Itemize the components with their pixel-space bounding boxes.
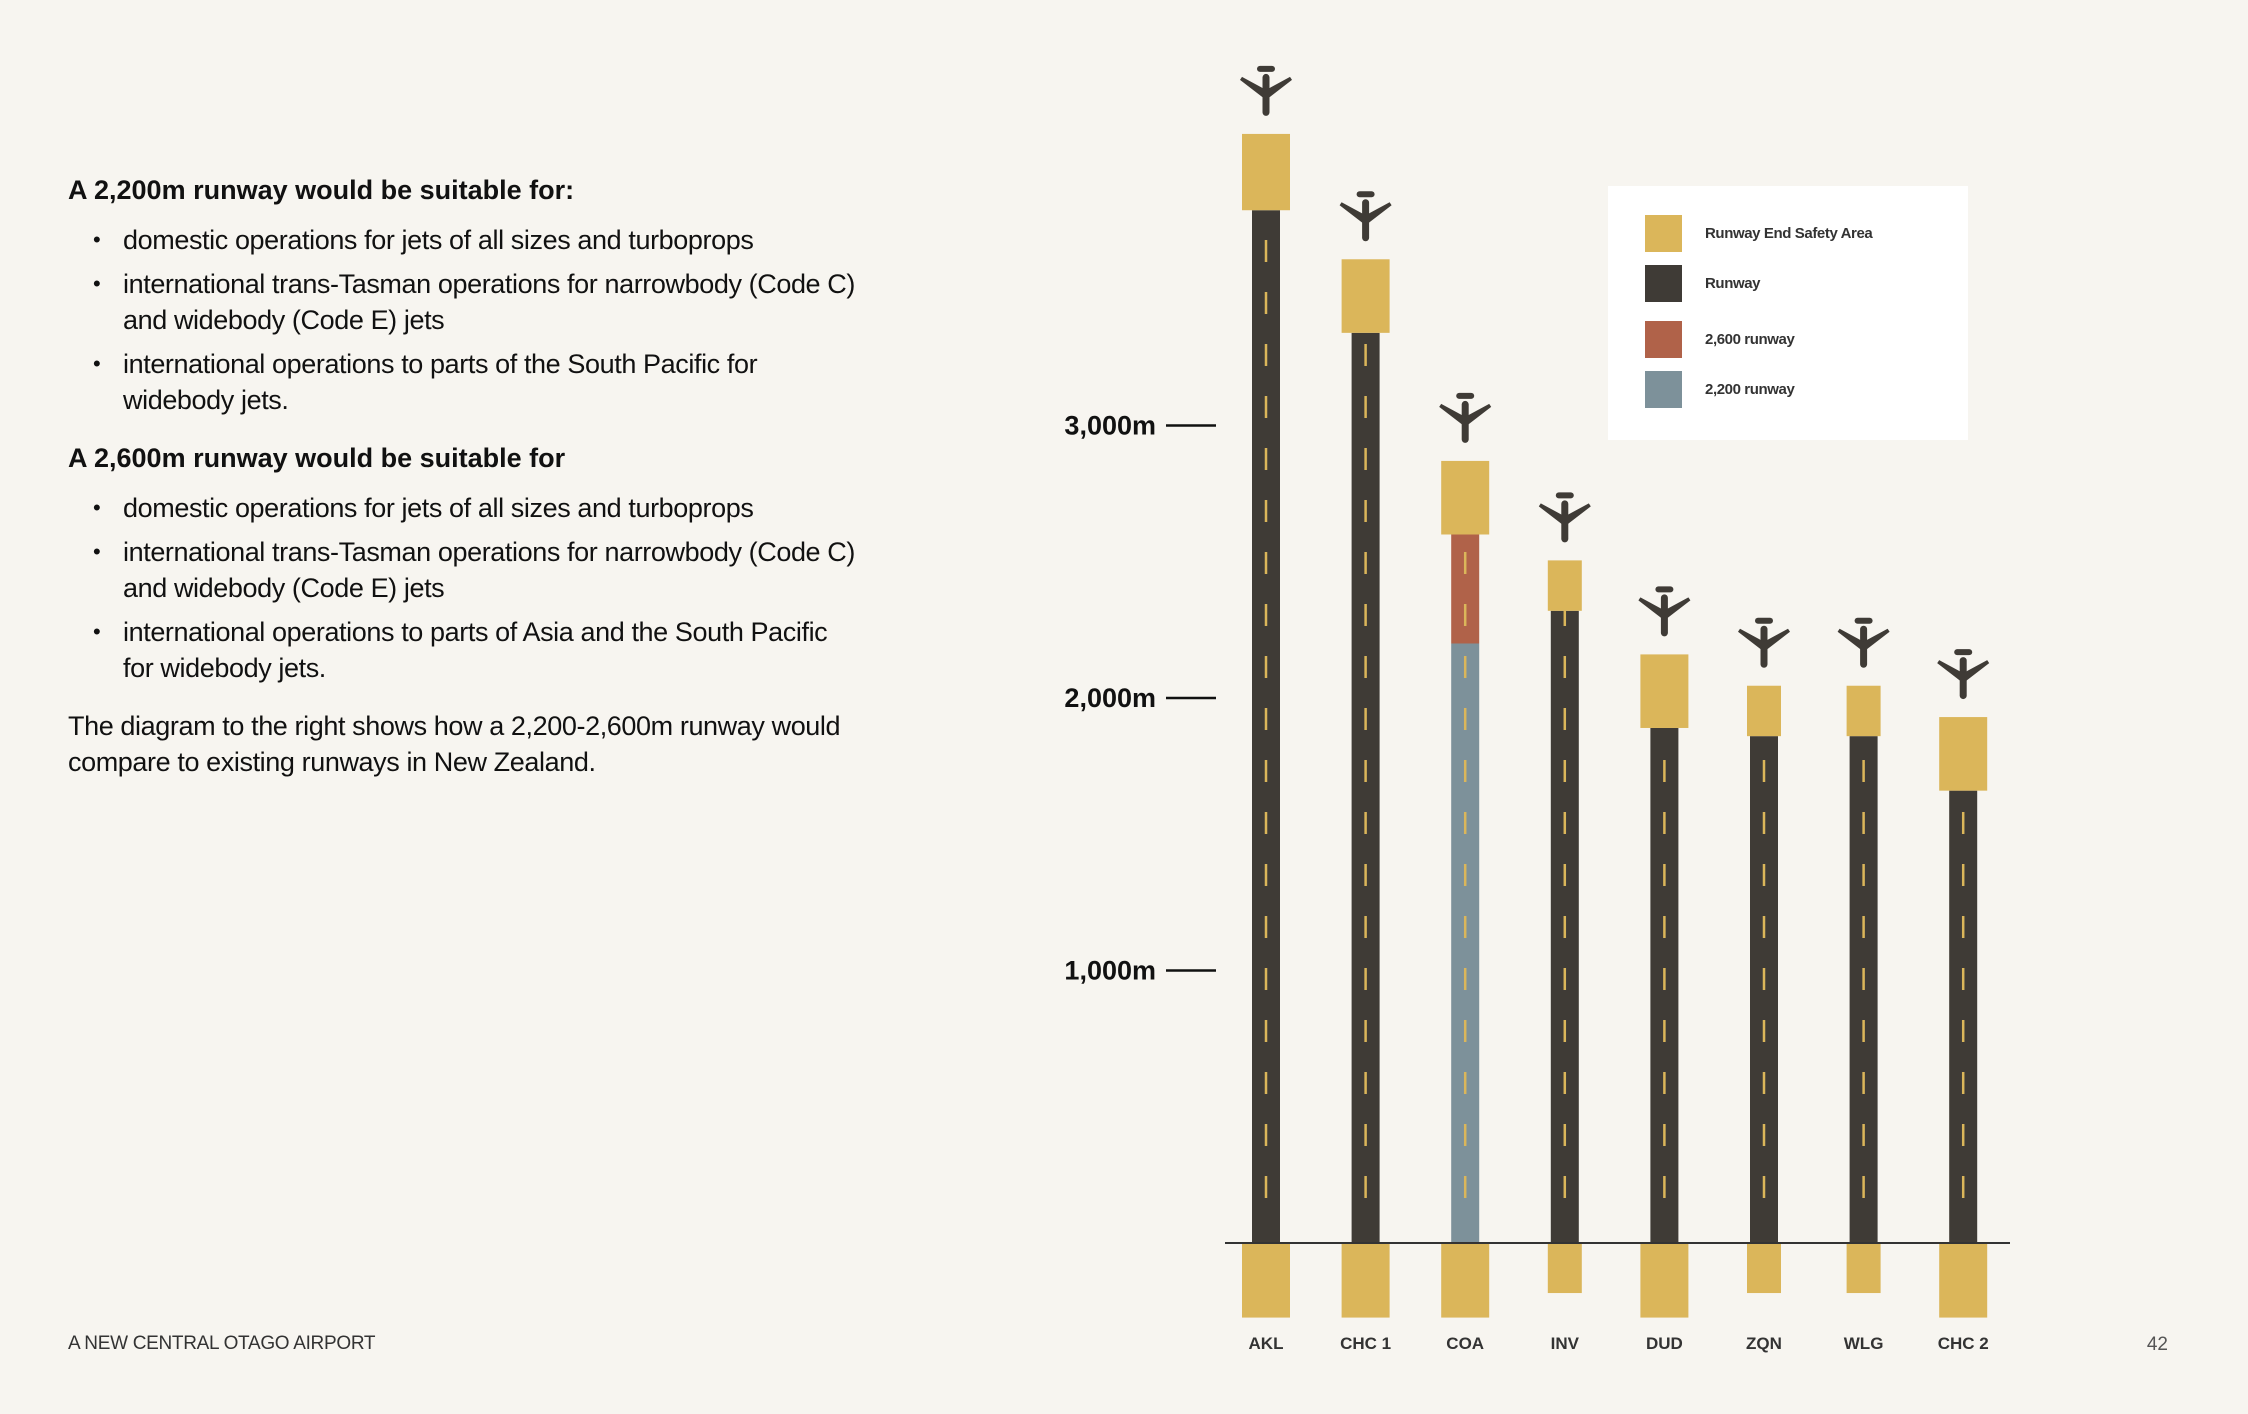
list-item: • international trans-Tasman operations for narrowbody (Code C) and widebody (Code E) jets <box>68 266 858 338</box>
heading-2200: A 2,200m runway would be suitable for: <box>68 175 575 205</box>
resa-top <box>1847 686 1881 736</box>
resa-top <box>1548 560 1582 610</box>
resa-bottom <box>1342 1244 1390 1318</box>
comparison-paragraph: The diagram to the right shows how a 2,200-2,600m runway would compare to existing runways in New Zealand. <box>68 711 841 777</box>
runway-2200-segment <box>1451 644 1479 1244</box>
list-item: • international operations to parts of Asia and the South Pacific for widebody jets. <box>68 614 858 686</box>
x-category-label: CHC 2 <box>1937 1334 1989 1353</box>
y-tick-label: 2,000m <box>1064 683 1156 713</box>
resa-top <box>1640 654 1688 728</box>
airplane-icon <box>1838 618 1890 668</box>
legend-item-2600 <box>1645 320 1794 358</box>
resa-bottom <box>1242 1244 1290 1318</box>
legend-swatch-runway <box>1645 265 1682 302</box>
resa-bottom <box>1747 1244 1781 1293</box>
resa-bottom <box>1548 1244 1582 1293</box>
legend-label: Runway End Safety Area <box>1705 224 1873 242</box>
y-tick-label: 3,000m <box>1064 410 1156 441</box>
x-category-label: AKL <box>1248 1334 1284 1353</box>
list-item: • international operations to parts of the South Pacific for widebody jets. <box>68 346 858 418</box>
resa-top <box>1342 259 1390 333</box>
resa-bottom <box>1441 1244 1489 1318</box>
legend-item-2200 <box>1645 370 1794 408</box>
airplane-icon <box>1439 393 1491 443</box>
x-category-label: CHC 1 <box>1340 1334 1392 1353</box>
legend-swatch-2200 <box>1645 371 1682 408</box>
airplane-icon <box>1937 649 1989 699</box>
resa-top <box>1939 717 1987 791</box>
airplane-icon <box>1340 191 1392 241</box>
runway-2600-segment <box>1451 535 1479 644</box>
x-category-label: DUD <box>1645 1334 1683 1353</box>
airplane-icon <box>1638 586 1690 636</box>
resa-top <box>1441 461 1489 535</box>
legend-label: Runway <box>1705 274 1761 292</box>
airplane-icon <box>1738 618 1790 668</box>
resa-top <box>1747 686 1781 736</box>
x-category-label: COA <box>1446 1334 1485 1353</box>
y-tick-label: 1,000m <box>1064 955 1156 986</box>
legend-swatch-resa <box>1645 215 1682 252</box>
resa-bottom <box>1640 1244 1688 1318</box>
chart-legend <box>1608 186 1968 440</box>
list-item: • domestic operations for jets of all sizes and turboprops <box>68 222 858 258</box>
legend-label: 2,600 runway <box>1705 330 1795 348</box>
airplane-icon <box>1240 66 1292 116</box>
runway-bar <box>1949 791 1977 1243</box>
list-item: • domestic operations for jets of all sizes and turboprops <box>68 490 858 526</box>
legend-swatch-2600 <box>1645 321 1682 358</box>
footer-title: A NEW CENTRAL OTAGO AIRPORT <box>68 1333 376 1354</box>
x-category-label: ZQN <box>1746 1334 1782 1353</box>
legend-item-runway <box>1645 264 1760 302</box>
airplane-icon <box>1539 492 1591 542</box>
page-number: 42 <box>2146 1334 2168 1355</box>
resa-bottom <box>1939 1244 1987 1318</box>
x-category-label: WLG <box>1843 1334 1884 1353</box>
legend-item-resa <box>1645 214 1872 252</box>
heading-2600: A 2,600m runway would be suitable for <box>68 443 566 473</box>
x-category-label: INV <box>1550 1334 1579 1353</box>
resa-top <box>1242 134 1290 210</box>
list-item: • international trans-Tasman operations for narrowbody (Code C) and widebody (Code E) jets <box>68 534 858 606</box>
legend-label: 2,200 runway <box>1705 380 1795 398</box>
resa-bottom <box>1847 1244 1881 1293</box>
